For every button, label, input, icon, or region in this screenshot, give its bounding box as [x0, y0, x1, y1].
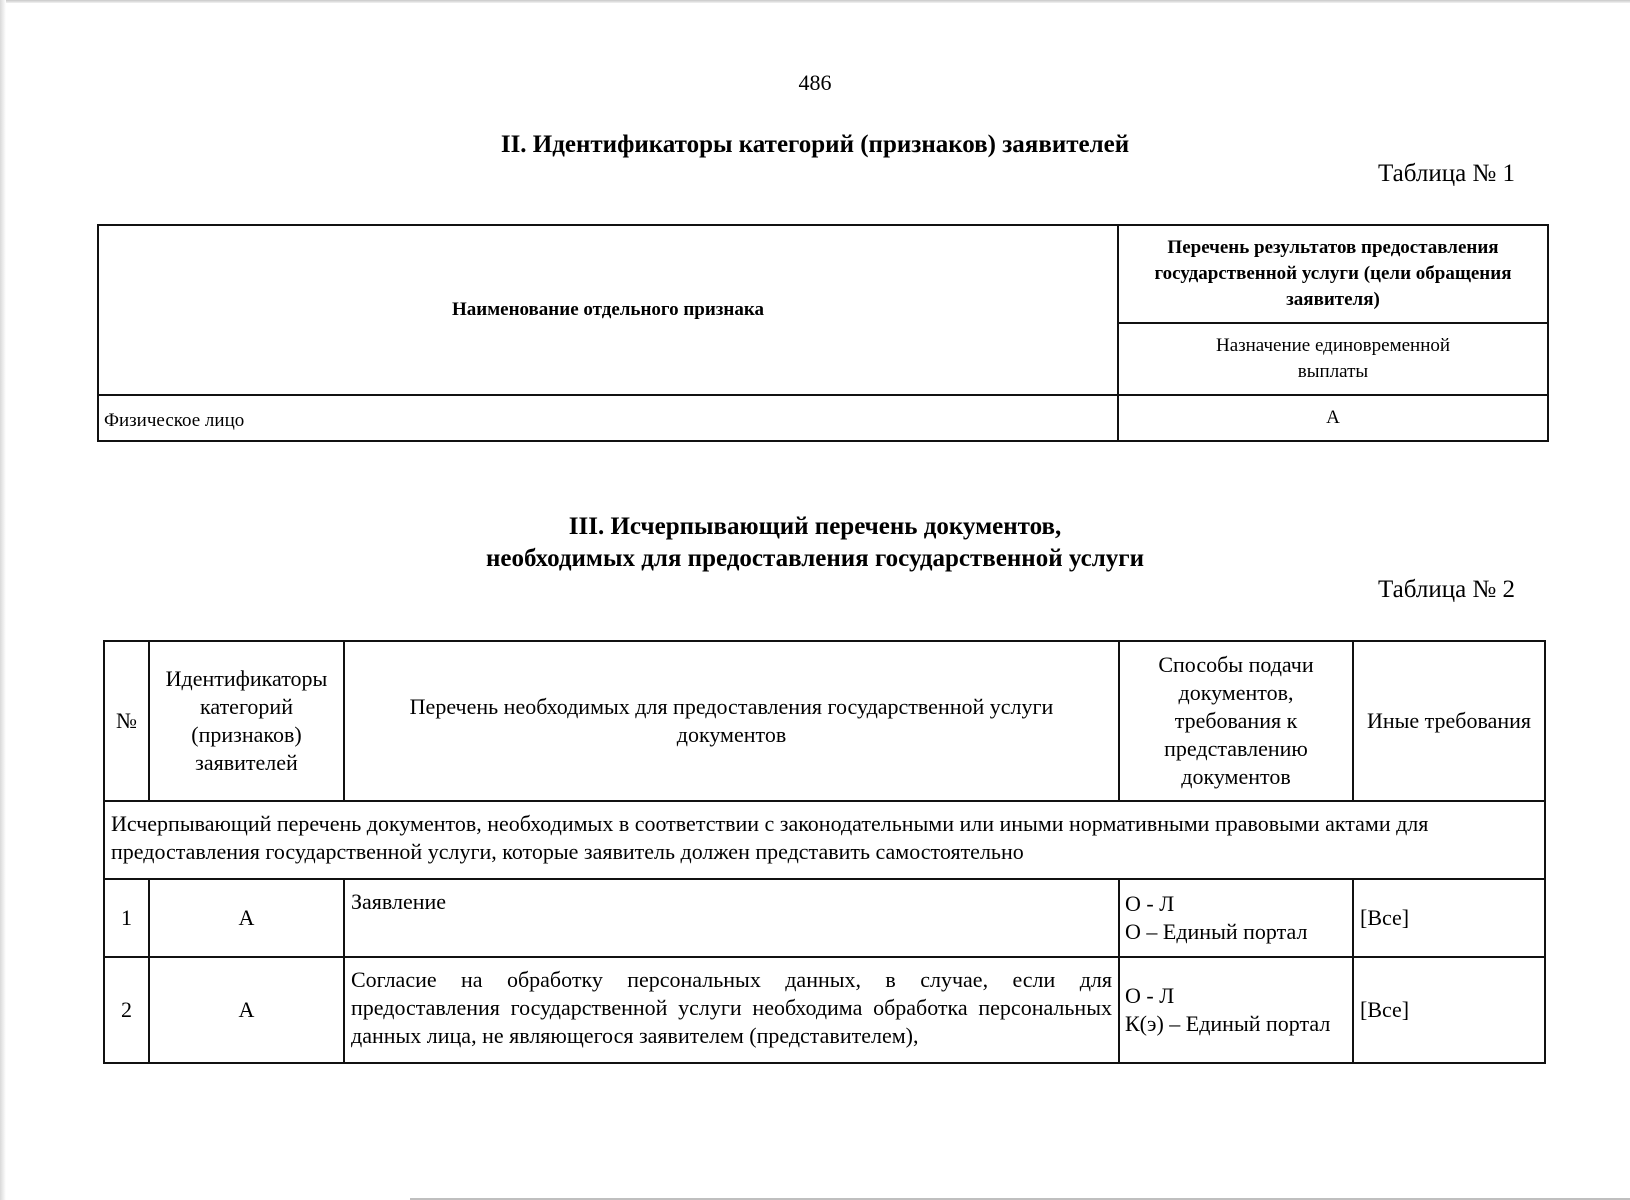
table-2-row-2-document: Согласие на обработку персональных данных, в случае, если для предоставления государственной услуги необходима обработка персональных данных лица, не являющегося заявителем (представителем),: [344, 957, 1119, 1063]
table-2-group-row: Исчерпывающий перечень документов, необходимых в соответствии с законодательными или иными нормативными правовыми актами для предоставления государственной услуги, которые заявитель должен представить самостоятельно: [104, 801, 1545, 879]
method-line: К(э) – Единый портал: [1125, 1011, 1331, 1036]
page-number: 486: [798, 70, 832, 95]
table-2-header-num: №: [104, 641, 149, 801]
table-2-row-1-id: А: [149, 879, 344, 957]
table-1-cell-name: Физическое лицо: [98, 395, 1118, 441]
table-row: [104, 957, 1545, 1063]
table-2-row-2-num: 2: [104, 957, 149, 1063]
table-1-subheader: Назначение единовременной выплаты: [1118, 323, 1548, 395]
table-2-header-docs: Перечень необходимых для предоставления государственной услуги документов: [344, 641, 1119, 801]
scan-edge-top: [0, 0, 1630, 3]
table-2-header-methods: Способы подачи документов, требования к представлению документов: [1119, 641, 1353, 801]
table-2-row-1-other: [Все]: [1353, 879, 1545, 957]
method-line: О - Л: [1125, 891, 1175, 916]
table-2-header-ids: Идентификаторы категорий (признаков) заявителей: [149, 641, 344, 801]
table-1: [97, 224, 1549, 442]
scan-edge-left: [0, 0, 6, 1200]
table-2-row-2-methods: [1119, 957, 1353, 1063]
table-1-caption: Таблица № 1: [1378, 160, 1516, 187]
table-2-row-2-id: А: [149, 957, 344, 1063]
table-2: [103, 640, 1546, 1064]
table-2-header-other: Иные требования: [1353, 641, 1545, 801]
table-1-header-name: Наименование отдельного признака: [98, 225, 1118, 395]
table-row: [98, 395, 1548, 441]
table-2-row-1-document: Заявление: [344, 879, 1119, 957]
table-2-row-2-other: [Все]: [1353, 957, 1545, 1063]
section-3-title-line-1: III. Исчерпывающий перечень документов,: [568, 513, 1062, 540]
section-3-title-line-2: необходимых для предоставления государственной услуги: [486, 545, 1144, 572]
table-1-header-results: Перечень результатов предоставления государственной услуги (цели обращения заявителя): [1118, 225, 1548, 323]
table-2-caption: Таблица № 2: [1378, 576, 1516, 603]
method-line: О - Л: [1125, 983, 1175, 1008]
table-1-cell-value: А: [1118, 395, 1548, 441]
method-line: О – Единый портал: [1125, 919, 1308, 944]
table-row: [104, 879, 1545, 957]
section-2-title: II. Идентификаторы категорий (признаков) заявителей: [500, 131, 1130, 158]
table-2-row-1-methods: [1119, 879, 1353, 957]
table-2-row-1-num: 1: [104, 879, 149, 957]
